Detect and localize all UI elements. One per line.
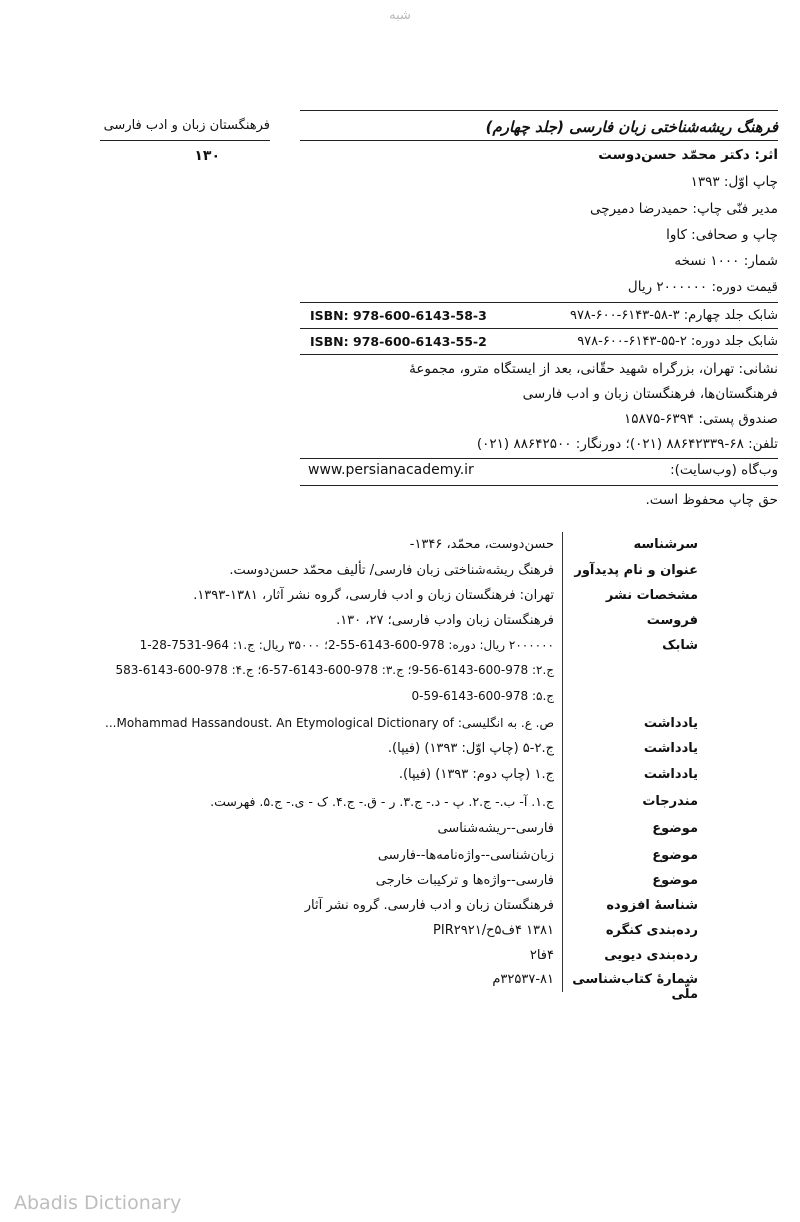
- cip-value: ۴فا۲: [529, 948, 554, 963]
- cip-value: حسن‌دوست، محمّد، ۱۳۴۶-: [409, 537, 554, 552]
- divider: [300, 302, 778, 303]
- cip-value: ۲۰۰۰۰۰۰ ریال: دوره: 978-600-6143-55-2؛ ۳۵۰۰۰ ریال: ج.۱: 964-7531-28-1: [139, 638, 554, 652]
- section-title: فرهنگستان زبان و ادب فارسی: [103, 118, 270, 133]
- website-label: وب‌گاه (وب‌سایت):: [670, 462, 778, 478]
- price-line: قیمت دوره: ۲۰۰۰۰۰۰ ریال: [627, 279, 778, 295]
- cip-value: ج.۲-۵ (چاپ اوّل: ۱۳۹۳) (فیپا).: [387, 741, 554, 756]
- cip-label: شمارهٔ کتاب‌شناسی ملّی: [572, 972, 698, 1002]
- divider: [100, 140, 270, 141]
- website-url[interactable]: www.persianacademy.ir: [308, 462, 474, 478]
- divider: [300, 328, 778, 329]
- isbn-set-fa: شابک جلد دوره: ۲-۵۵-۶۱۴۳-۶۰۰-۹۷۸: [577, 334, 778, 349]
- copyright-line: حق چاپ محفوظ است.: [645, 492, 778, 508]
- book-title: فرهنگ ریشه‌شناختی زبان فارسی (جلد چهارم): [485, 118, 778, 136]
- divider: [300, 140, 778, 141]
- watermark-text: Abadis Dictionary: [14, 1192, 182, 1214]
- cip-value: ج.۲: 978-600-6143-56-9؛ ج.۳: 978-600-6143-57-6؛ ج.۴: 978-600-6143-583: [115, 663, 554, 677]
- cip-label: یادداشت: [643, 741, 698, 756]
- cip-value: فارسی--ریشه‌شناسی: [437, 821, 554, 836]
- cip-value: ج.۱ (چاپ دوم: ۱۳۹۳) (فیپا).: [398, 767, 554, 782]
- po-box-line: صندوق پستی: ۶۳۹۴-۱۵۸۷۵: [623, 411, 778, 427]
- address-line-1: نشانی: تهران، بزرگراه شهید حقّانی، بعد از ایستگاه مترو، مجموعهٔ: [409, 361, 778, 377]
- cip-value: فرهنگ ریشه‌شناختی زبان فارسی/ تألیف محمّد حسن‌دوست.: [229, 563, 554, 578]
- cip-value: فارسی--واژه‌ها و ترکیبات خارجی: [375, 873, 554, 888]
- isbn-vol4-fa: شابک جلد چهارم: ۳-۵۸-۶۱۴۳-۶۰۰-۹۷۸: [570, 308, 778, 323]
- cip-label: شابک: [662, 638, 698, 653]
- cip-label: رده‌بندی کنگره: [605, 923, 698, 938]
- cip-label: یادداشت: [643, 767, 698, 782]
- cip-label: یادداشت: [643, 716, 698, 731]
- divider: [300, 458, 778, 459]
- page-number: ۱۳۰: [194, 148, 220, 164]
- cip-label: موضوع: [652, 873, 698, 888]
- cip-label: مشخصات نشر: [605, 588, 698, 603]
- divider: [300, 110, 778, 111]
- cip-label: عنوان و نام پدیدآور: [574, 563, 698, 578]
- author-line: اثر: دکتر محمّد حسن‌دوست: [598, 147, 778, 163]
- isbn-set-en: ISBN: 978-600-6143-55-2: [310, 334, 487, 349]
- cip-label: موضوع: [652, 848, 698, 863]
- cip-label: شناسهٔ افزوده: [606, 898, 698, 913]
- cip-value: ص. ع. به انگلیسی: Mohammad Hassandoust. An Etymological Dictionary of...: [105, 716, 554, 730]
- cip-value: ۳۲۵۳۷-۸۱م: [492, 972, 554, 987]
- cip-label: مندرجات: [642, 794, 698, 809]
- edition-line: چاپ اوّل: ۱۳۹۳: [690, 174, 778, 190]
- copies-line: شمار: ۱۰۰۰ نسخه: [674, 253, 778, 269]
- isbn-vol4-row: [300, 304, 778, 330]
- isbn-set-row: [300, 330, 778, 356]
- technical-manager-line: مدیر فنّی چاپ: حمیدرضا دمیرچی: [590, 201, 778, 217]
- cip-label: سرشناسه: [633, 537, 698, 552]
- cip-value: ج.۱. آ- ب.- ج.۲. پ - د.- ج.۳. ر - ق.- ج.۴. ک - ی.- ج.۵. فهرست.: [210, 794, 554, 809]
- divider: [300, 354, 778, 355]
- printing-line: چاپ و صحافی: کاوا: [666, 227, 778, 243]
- cip-value: ۱۳۸۱ ۴ف۵ح/PIR۲۹۲۱: [433, 923, 554, 938]
- cip-value: تهران: فرهنگستان زبان و ادب فارسی، گروه نشر آثار، ۱۳۸۱-۱۳۹۳.: [193, 588, 554, 603]
- cip-value: فرهنگستان زبان و ادب فارسی. گروه نشر آثار: [304, 898, 554, 913]
- cip-label: رده‌بندی دیویی: [604, 948, 698, 963]
- cip-value: زبان‌شناسی--واژه‌نامه‌ها--فارسی: [377, 848, 554, 863]
- phone-line: تلفن: ۶۸-۸۸۶۴۲۳۳۹ (۰۲۱)؛ دورنگار: ۸۸۶۴۲۵۰۰ (۰۲۱): [476, 436, 778, 452]
- top-headword: شبه: [389, 8, 411, 23]
- cip-label: فروست: [646, 613, 698, 628]
- address-line-2: فرهنگستان‌ها، فرهنگستان زبان و ادب فارسی: [522, 386, 778, 402]
- cip-value: ج.۵: 978-600-6143-59-0: [411, 689, 554, 703]
- cip-label: موضوع: [652, 821, 698, 836]
- isbn-vol4-en: ISBN: 978-600-6143-58-3: [310, 308, 487, 323]
- cip-value: فرهنگستان زبان وادب فارسی؛ ۲۷، ۱۳۰.: [336, 613, 554, 628]
- cip-column-divider: [562, 532, 563, 992]
- divider: [300, 485, 778, 486]
